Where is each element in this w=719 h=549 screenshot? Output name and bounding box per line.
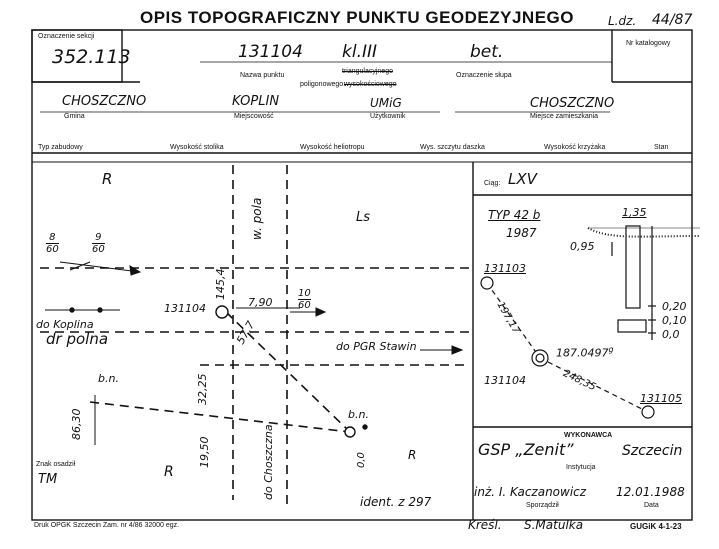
dim-1-35: 1,35 bbox=[622, 206, 647, 219]
point-name-struck: triangulacyjnego bbox=[342, 68, 393, 75]
dim-0-0: 0,0 bbox=[662, 328, 680, 341]
zero-mark: 0,0 bbox=[356, 452, 367, 468]
bn-right: b.n. bbox=[348, 408, 369, 421]
znak-label: Znak osadził bbox=[36, 461, 76, 468]
section-label: Oznaczenie sekcji bbox=[38, 33, 95, 40]
fraction-8-den: 60 bbox=[46, 244, 59, 255]
map-w-pola: w. pola bbox=[250, 197, 264, 240]
fraction-10-60 bbox=[298, 288, 311, 311]
user-label: Użytkownik bbox=[370, 113, 406, 120]
fraction-10-den: 60 bbox=[298, 300, 311, 311]
sketch-angle bbox=[556, 345, 614, 360]
stake-label: Oznaczenie słupa bbox=[456, 72, 512, 79]
kresl-label: Kreśl. bbox=[468, 518, 502, 532]
institution-label: Instytucja bbox=[566, 464, 596, 471]
sketch-angle-unit: g bbox=[608, 345, 614, 354]
form-code: GUGiK 4-1-23 bbox=[630, 522, 682, 531]
dist-86: 86,30 bbox=[70, 408, 83, 440]
residence-label: Miejsce zamieszkania bbox=[530, 113, 599, 120]
surveyor-name: inż. I. Kaczanowicz bbox=[474, 485, 587, 499]
polygon-label: poligonowego: bbox=[300, 81, 346, 88]
road-do-pgr: do PGR Stawin bbox=[336, 340, 417, 353]
data-label: Data bbox=[644, 502, 659, 509]
sketch-l-197: 197,17 bbox=[494, 300, 522, 336]
fraction-9-num: 9 bbox=[92, 232, 105, 244]
sketch-p-131104: 131104 bbox=[484, 374, 526, 387]
col-wys-heliotropu: Wysokość heliotropu bbox=[300, 144, 365, 151]
col-wys-stolika: Wysokość stolika bbox=[170, 144, 224, 151]
dist-145: 145,4 bbox=[214, 268, 227, 300]
sketch-l-248: 248,35 bbox=[561, 368, 598, 394]
sketch-angle-value: 187.0497 bbox=[556, 346, 609, 360]
sporzadzil-label: Sporządził bbox=[526, 502, 559, 509]
road-do-koplina: do Koplina bbox=[36, 318, 94, 331]
map-r-top: R bbox=[102, 170, 113, 188]
ciag-value: LXV bbox=[508, 170, 537, 188]
ciag-label: Ciąg: bbox=[484, 180, 501, 187]
polygon-struck: wysokościowego bbox=[344, 81, 397, 88]
ident-note: ident. z 297 bbox=[360, 495, 432, 509]
col-typ-zabudowy: Typ zabudowy bbox=[38, 144, 83, 151]
map-point-131104: 131104 bbox=[164, 302, 206, 315]
section-value: 352.113 bbox=[52, 46, 131, 68]
fraction-9-den: 60 bbox=[92, 244, 105, 255]
company-city: Szczecin bbox=[622, 443, 683, 459]
gmina-label: Gmina bbox=[64, 113, 85, 120]
dim-0-95: 0,95 bbox=[570, 240, 595, 253]
type-year: 1987 bbox=[506, 226, 537, 240]
type-label: TYP 42 b bbox=[488, 208, 541, 222]
fraction-8-60 bbox=[46, 232, 59, 255]
point-number: 131104 bbox=[238, 42, 303, 62]
col-wys-daszka: Wys. szczytu daszka bbox=[420, 144, 485, 151]
road-do-choszczna: do Choszczna bbox=[262, 424, 275, 500]
kresl-name: S.Matulka bbox=[524, 518, 584, 532]
fraction-8-num: 8 bbox=[46, 232, 59, 244]
form-title: OPIS TOPOGRAFICZNY PUNKTU GEODEZYJNEGO bbox=[140, 8, 574, 27]
survey-date: 12.01.1988 bbox=[616, 485, 685, 499]
road-dr-polna: dr polna bbox=[46, 330, 109, 348]
fraction-9-60 bbox=[92, 232, 105, 255]
residence-value: CHOSZCZNO bbox=[530, 96, 615, 111]
ldz-value: 44/87 bbox=[652, 12, 693, 28]
sketch-p-131103: 131103 bbox=[484, 262, 526, 275]
col-wys-krzyzaka: Wysokość krzyżaka bbox=[544, 144, 606, 151]
sketch-p-131105: 131105 bbox=[640, 392, 682, 405]
dim-0-10: 0,10 bbox=[662, 314, 687, 327]
dist-57: 57,7 bbox=[234, 318, 258, 347]
map-r-bottom-mid: R bbox=[164, 464, 174, 480]
print-note: Druk OPGK Szczecin Zam. nr 4/86 32000 egz. bbox=[34, 522, 180, 529]
dim-0-20: 0,20 bbox=[662, 300, 687, 313]
point-name-label: Nazwa punktu bbox=[240, 72, 285, 79]
map-ls: Ls bbox=[356, 210, 371, 225]
user-value: UMiG bbox=[370, 96, 402, 110]
company-name: GSP „Zenit” bbox=[478, 440, 574, 459]
bn-left: b.n. bbox=[98, 372, 119, 385]
wykonawca-label: WYKONAWCA bbox=[564, 432, 613, 439]
map-r-bottom-right: R bbox=[408, 448, 417, 462]
dist-7-90: 7,90 bbox=[248, 296, 273, 309]
locality-label: Miejscowość bbox=[234, 113, 274, 120]
znak-tm: TM bbox=[38, 472, 58, 487]
dist-32: 32,25 bbox=[196, 373, 209, 405]
point-131104-map bbox=[216, 306, 228, 318]
stake-value: bet. bbox=[470, 42, 504, 62]
dist-19: 19,50 bbox=[198, 436, 211, 468]
ldz-label: L.dz. bbox=[608, 14, 637, 28]
gmina-value: CHOSZCZNO bbox=[62, 94, 147, 109]
catalog-label: Nr katalogowy bbox=[626, 40, 671, 47]
col-stan: Stan bbox=[654, 144, 669, 151]
point-class: kl.III bbox=[342, 42, 378, 62]
locality-value: KOPLIN bbox=[232, 94, 280, 109]
fraction-10-num: 10 bbox=[298, 288, 311, 299]
